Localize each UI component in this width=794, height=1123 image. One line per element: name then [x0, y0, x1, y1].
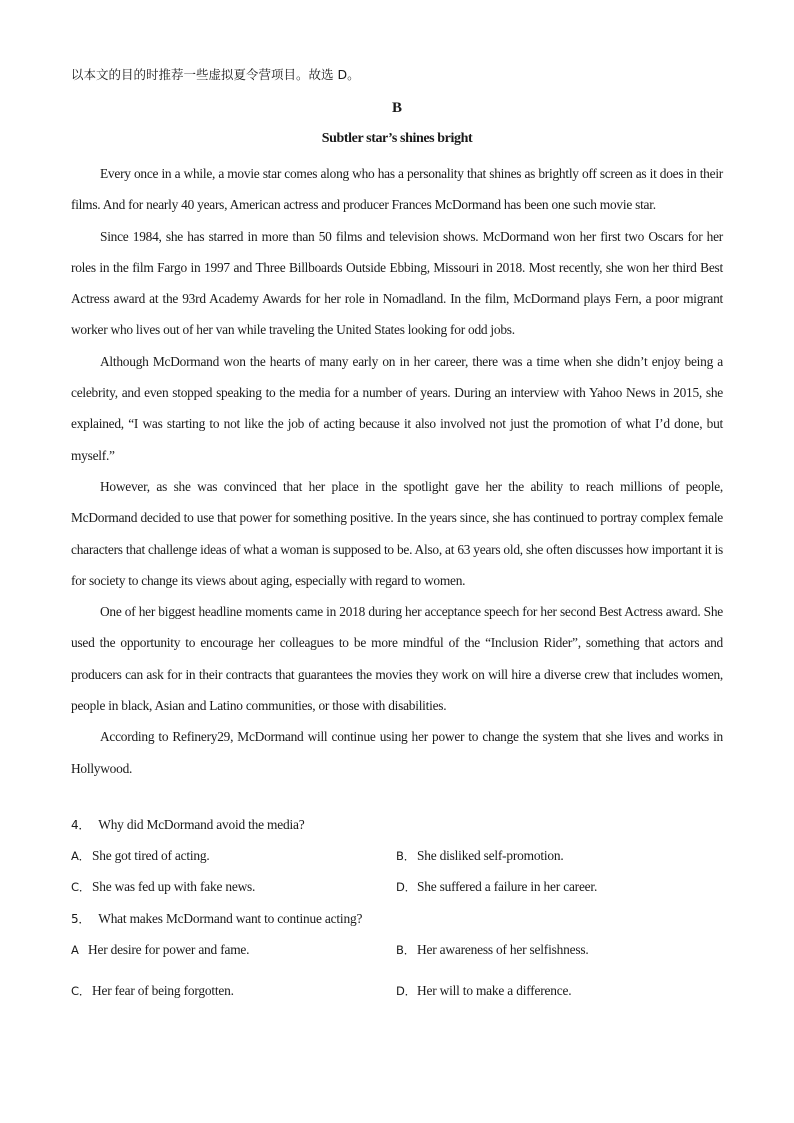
- section-heading: B: [391, 100, 402, 116]
- question-4: [71, 815, 305, 835]
- answer-explanation-line: 以本文的目的时推荐一些虚拟夏令营项目。故选 D。: [71, 67, 360, 82]
- option-text: She disliked self-promotion.: [417, 848, 564, 863]
- paragraph: However, as she was convinced that her place in the spotlight gave her the ability to reach millions of people, McDormand decided to use that power for something positive. In the years since, she has continued to portray complex female characters that challenge ideas of what a woman is supposed to be. Also, at 63 years old, she often discusses how important it is for society to change its views about aging, especially with regard to women.: [71, 478, 723, 588]
- option-text: She suffered a failure in her career.: [417, 879, 598, 894]
- paragraph: Although McDormand won the hearts of many early on in her career, there was a time when she didn’t enjoy being a celebrity, and even stopped speaking to the media for a number of years. During an interview with Yahoo News in 2015, she explained, “I was starting to not like the job of acting because it also involved not just the promotion of what I’d done, but myself.”: [71, 353, 723, 463]
- option-letter: D．: [396, 880, 416, 894]
- option-text: Her desire for power and fame.: [88, 942, 250, 957]
- option-d[interactable]: [396, 877, 597, 897]
- option-letter: A: [71, 943, 79, 957]
- option-letter: D．: [396, 984, 416, 998]
- paragraph: One of her biggest headline moments came in 2018 during her acceptance speech for her second Best Actress award. She used the opportunity to encourage her colleagues to be more mindful of the “Inclusion Rider”, something that actors and producers can ask for in their contracts that guarantees the movies they work on will hire a diverse crew that includes women, people in black, Asian and Latino communities, or those with disabilities.: [71, 604, 723, 714]
- question-stem: Why did McDormand avoid the media?: [98, 817, 305, 832]
- paragraph: According to Refinery29, McDormand will continue using her power to change the system that she lives and works in Hollywood.: [71, 729, 723, 776]
- option-c[interactable]: [71, 981, 234, 1001]
- question-number: 5．: [71, 912, 91, 926]
- option-text: Her awareness of her selfishness.: [417, 942, 589, 957]
- option-letter: A．: [71, 849, 90, 863]
- option-d[interactable]: [396, 981, 571, 1001]
- question-5: [71, 909, 362, 929]
- paragraph: Since 1984, she has starred in more than 50 films and television shows. McDormand won her first two Oscars for her roles in the film Fargo in 1997 and Three Billboards Outside Ebbing, Missouri in 2018. Most recently, she won her third Best Actress award at the 93rd Academy Awards for her role in Nomadland. In the film, McDormand plays Fern, a poor migrant worker who lives out of her van while traveling the United States looking for odd jobs.: [71, 228, 723, 338]
- option-text: Her fear of being forgotten.: [92, 983, 234, 998]
- paragraph: Every once in a while, a movie star comes along who has a personality that shines as brightly off screen as it does in their films. And for nearly 40 years, American actress and producer Frances McDormand has been one such movie star.: [71, 166, 723, 213]
- option-text: She got tired of acting.: [92, 848, 210, 863]
- option-a[interactable]: [71, 846, 210, 866]
- option-a[interactable]: [71, 940, 249, 960]
- option-letter: B．: [396, 849, 415, 863]
- article-title: Subtler star’s shines bright: [321, 131, 473, 146]
- option-text: She was fed up with fake news.: [92, 879, 256, 894]
- option-b[interactable]: [396, 846, 564, 866]
- option-c[interactable]: [71, 877, 255, 897]
- option-letter: C．: [71, 984, 91, 998]
- question-stem: What makes McDormand want to continue acting?: [98, 911, 363, 926]
- question-number: 4．: [71, 818, 91, 832]
- option-text: Her will to make a difference.: [417, 983, 572, 998]
- option-letter: C．: [71, 880, 91, 894]
- article-body: [71, 158, 723, 784]
- option-letter: B．: [396, 943, 415, 957]
- option-b[interactable]: [396, 940, 589, 960]
